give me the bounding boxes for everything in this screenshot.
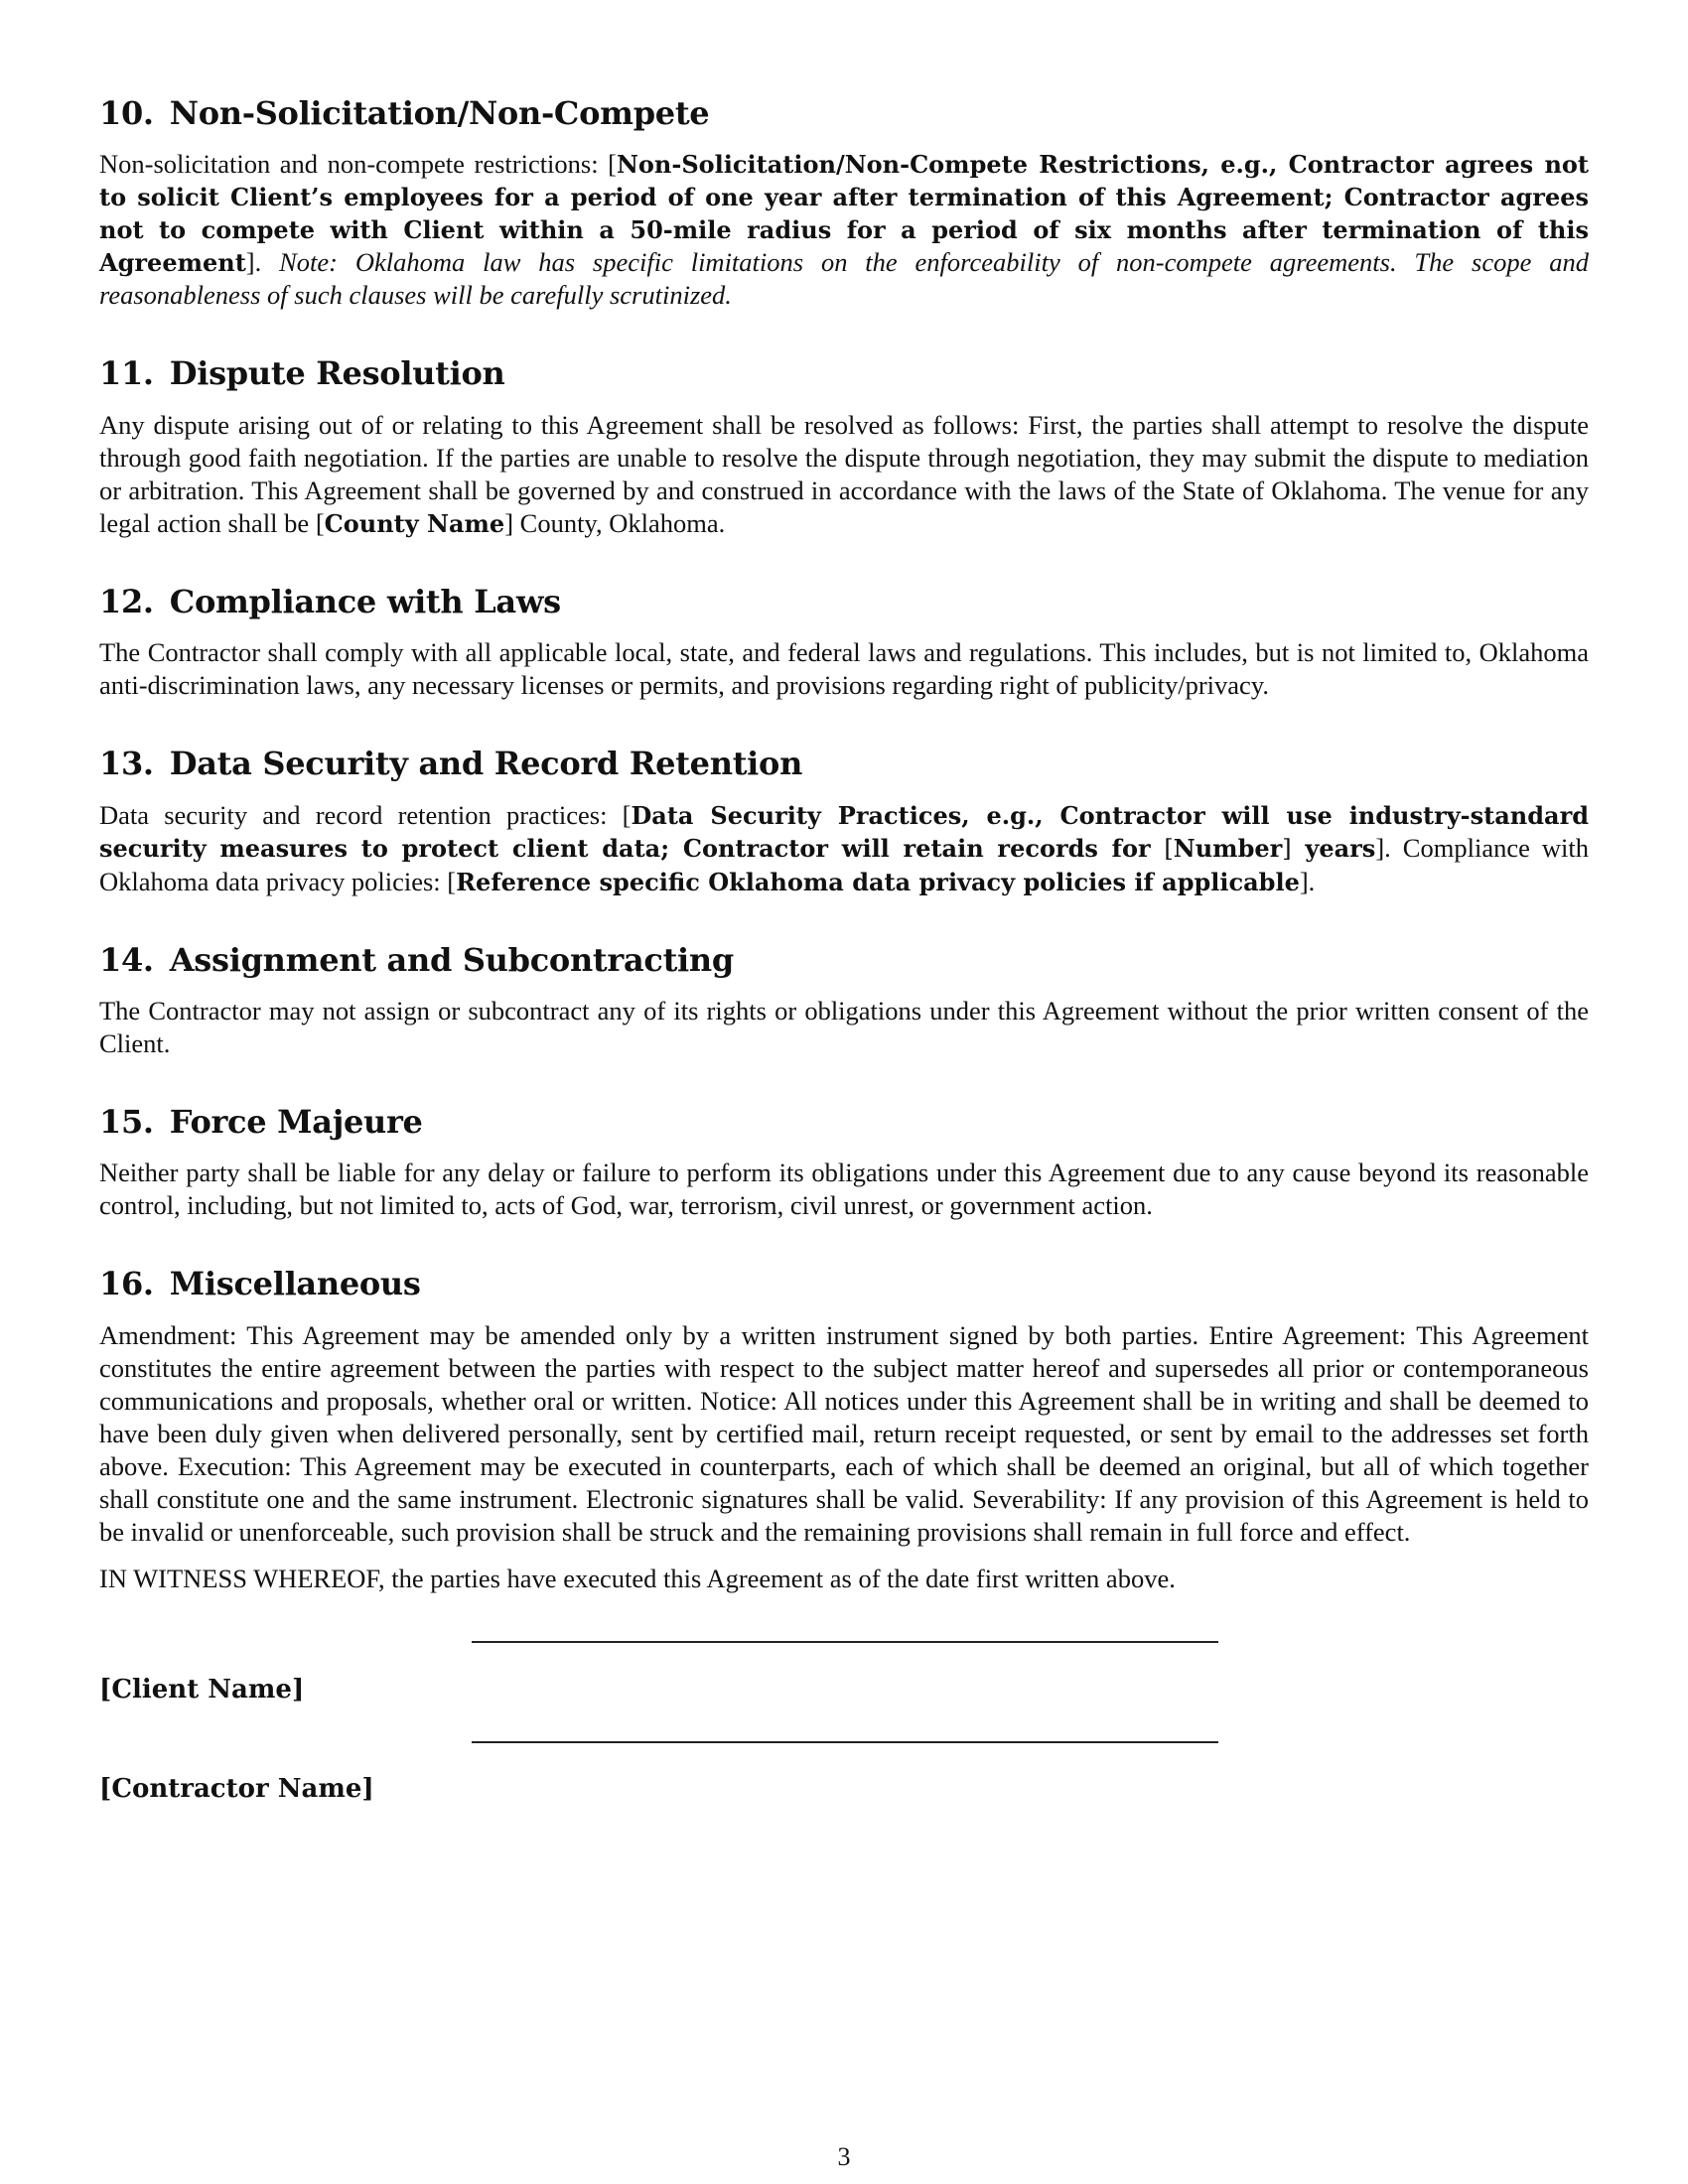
placeholder-text: Non-Solicitation/Non-Compete Restrictions, e.g., Contractor agrees not to solicit Client’s employees for a period of one year after termination of this Agreement; Contractor agrees not to compete with Client within a 50-mile radius for a period of six months after termination of this Agreement xyxy=(99,150,1589,278)
section-heading: 16. Miscellaneous xyxy=(99,1265,421,1303)
contractor-name: [Contractor Name] xyxy=(99,1773,374,1804)
section-heading: 13. Data Security and Record Retention xyxy=(99,745,803,783)
page-number: 3 xyxy=(837,2142,851,2171)
section-body: The Contractor shall comply with all applicable local, state, and federal laws and regulations. This includes, but is not limited to, Oklahoma anti-discrimination laws, any necessary licenses or permits, and provisions regarding right of publicity/privacy. xyxy=(99,637,1589,701)
section-16 xyxy=(99,1265,1589,1548)
contractor-signature-line[interactable] xyxy=(472,1741,1218,1743)
section-heading: 12. Compliance with Laws xyxy=(99,582,561,620)
section-heading: 15. Force Majeure xyxy=(99,1102,423,1141)
section-13 xyxy=(99,745,1589,897)
section-body: Neither party shall be liable for any delay or failure to perform its obligations under this Agreement due to any cause beyond its reasonable control, including, but not limited to, acts of God, war, terrorism, civil unrest, or government action. xyxy=(99,1158,1589,1221)
section-15 xyxy=(99,1103,1589,1222)
document-page xyxy=(99,94,1589,1834)
section-11 xyxy=(99,354,1589,539)
client-signature-line[interactable] xyxy=(472,1641,1218,1643)
section-10 xyxy=(99,94,1589,312)
section-heading: 10. Non-Solicitation/Non-Compete xyxy=(99,94,710,132)
client-name: [Client Name] xyxy=(99,1674,305,1705)
placeholder-text: County Name xyxy=(324,508,505,538)
section-body: The Contractor may not assign or subcontract any of its rights or obligations under this Agreement without the prior written consent of the Client. xyxy=(99,995,1589,1058)
section-heading: 14. Assignment and Subcontracting xyxy=(99,940,734,979)
section-12 xyxy=(99,583,1589,702)
section-body: Any dispute arising out of or relating to this Agreement shall be resolved as follows: First, the parties shall attempt to resolve the dispute through good faith negotiation. If the parties are unable to resolve the dispute through negotiation, they may submit the dispute to mediation or arbitration. This Agreement shall be governed by and construed in accordance with the laws of the State of Oklahoma. The venue for any legal action shall be [County Name] County, Oklahoma. xyxy=(99,409,1589,538)
section-heading: 11. Dispute Resolution xyxy=(99,354,505,393)
placeholder-text: Data Security Practices, e.g., Contractor will use industry-standard security measures to protect client data; Contractor will retain records for [Number] years xyxy=(99,800,1589,863)
witness-statement: IN WITNESS WHEREOF, the parties have executed this Agreement as of the date first written above. xyxy=(99,1563,1176,1593)
section-body: Non-solicitation and non-compete restrictions: [Non-Solicitation/Non-Compete Restrictions, e.g., Contractor agrees not to solicit Client’s employees for a period of one year after termination of this Agreement; Contractor agrees not to compete with Client within a 50-mile radius for a period of six months after termination of this Agreement]. Note: Oklahoma law has specific limitations on the enforceability of non-compete agreements. The scope and reasonableness of such clauses will be carefully scrutinized. xyxy=(99,149,1589,311)
section-body: Data security and record retention practices: [Data Security Practices, e.g., Contractor will use industry-standard security measures to protect client data; Contractor will retain records for [Number] years]. Compliance with Oklahoma data privacy policies: [Reference specific Oklahoma data privacy policies if applicable]. xyxy=(99,799,1589,896)
note-text: Note: Oklahoma law has specific limitations on the enforceability of non-compete agreements. The scope and reasonableness of such clauses will be carefully scrutinized. xyxy=(99,247,1589,311)
signature-block xyxy=(99,1615,1589,1834)
placeholder-text: Reference specific Oklahoma data privacy policies if applicable xyxy=(456,867,1300,896)
section-14 xyxy=(99,941,1589,1060)
section-body: Amendment: This Agreement may be amended only by a written instrument signed by both parties. Entire Agreement: This Agreement constitutes the entire agreement between the parties with respect to the subject matter hereof and supersedes all prior or contemporaneous communications and proposals, whether oral or written. Notice: All notices under this Agreement shall be in writing and shall be deemed to have been duly given when delivered personally, sent by certified mail, return receipt requested, or sent by email to the addresses set forth above. Execution: This Agreement may be executed in counterparts, each of which shall be deemed an original, but all of which together shall constitute one and the same instrument. Electronic signatures shall be valid. Severability: If any provision of this Agreement is held to be invalid or unenforceable, such provision shall be struck and the remaining provisions shall remain in full force and effect. xyxy=(99,1319,1589,1547)
